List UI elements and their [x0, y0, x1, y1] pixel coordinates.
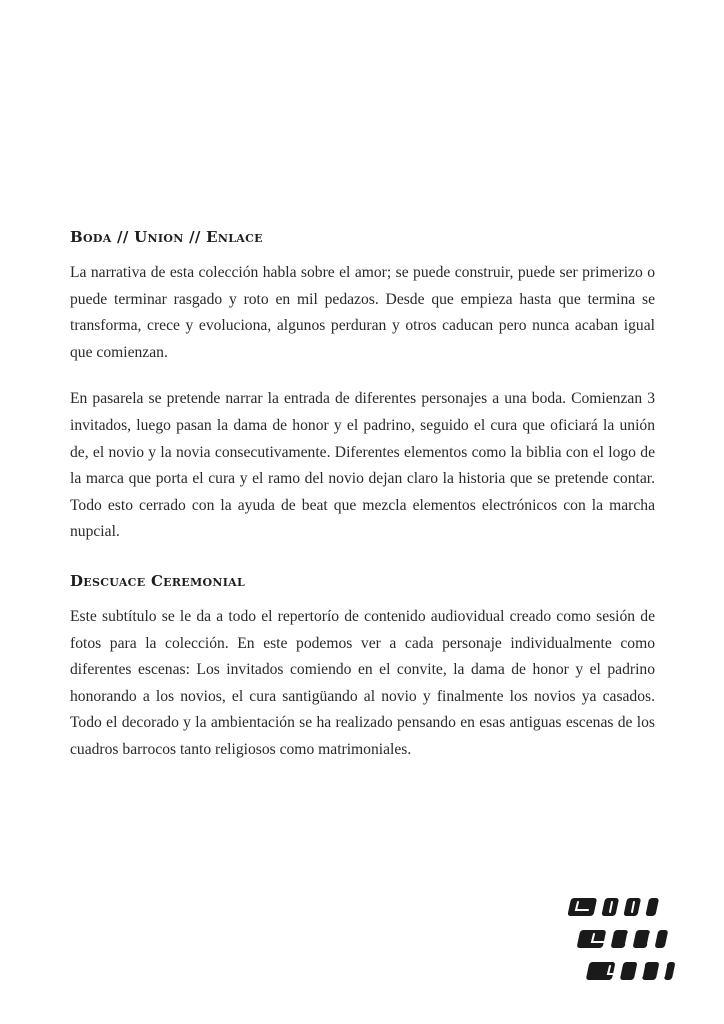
document-body: [70, 228, 655, 764]
brand-logo-icon: [568, 894, 684, 984]
section-heading-descuace: Descuace Ceremonial: [70, 571, 246, 590]
paragraph-narrativa: La narrativa de esta colección habla sobre el amor; se puede construir, puede ser primerizo o puede terminar rasgado y roto en mil pedazos. Desde que empieza hasta que termina se transforma, crece y evoluciona, algunos perduran y otros caducan pero nunca acaban igual que comienzan.: [70, 264, 655, 361]
paragraph-subtitulo: Este subtítulo se le da a todo el repertorío de contenido audiovidual creado como sesión de fotos para la colección. En este podemos ver a cada personaje individualmente como diferentes escenas: Los invitados comiendo en el convite, la dama de honor y el padrino honorando a los novios, el cura santigüando al novio y finalmente los novios ya casados. Todo el decorado y la ambientación se ha realizado pensando en esas antiguas escenas de los cuadros barrocos tanto religiosos como matrimoniales.: [70, 607, 655, 758]
section-heading-boda: Boda // Union // Enlace: [70, 228, 263, 246]
paragraph-pasarela: En pasarela se pretende narrar la entrada de diferentes personajes a una boda. Comienzan 3 invitados, luego pasan la dama de honor y el padrino, seguido el cura que oficiará la unión de, el novio y la novia consecutivamente. Diferentes elementos como la biblia con el logo de la marca que porta el cura y el ramo del novio dejan claro la historia que se pretende contar. Todo esto cerrado con la ayuda de beat que mezcla elementos electrónicos con la marcha nupcial.: [70, 390, 655, 541]
